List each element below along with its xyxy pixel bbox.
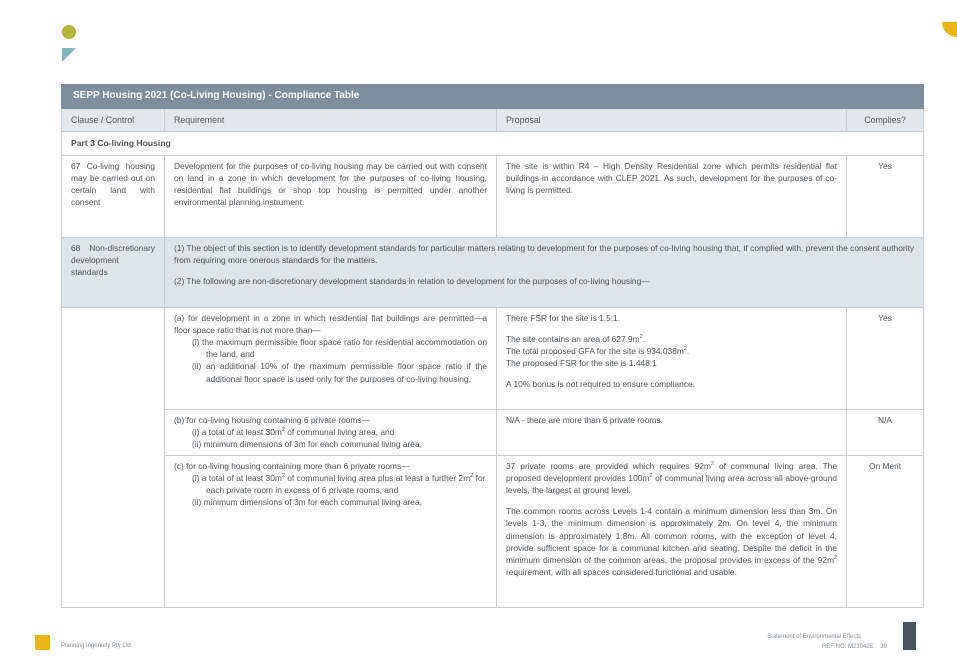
complies-cell: On Merit xyxy=(847,455,924,607)
decorative-circle xyxy=(62,25,76,39)
requirement-sub-ii: (ii) minimum dimensions of 3m for each communal living area, xyxy=(192,439,422,450)
header-proposal: Proposal xyxy=(497,108,847,132)
page-number: 39 xyxy=(880,644,887,650)
part-heading-row xyxy=(62,132,924,155)
complies-cell: Yes xyxy=(847,307,924,409)
proposal-line: There FSR for the site is 1.5:1. xyxy=(506,312,621,323)
footer-ref xyxy=(822,644,887,650)
proposal-paragraph: The common rooms across Levels 1-4 contain a minimum dimension less than 3m. On levels 1-3, the minimum dimension is approximately 2m. On level 4, the minimum dimension is approximately 1.8m. All common rooms, with the exception of level 4, provide sufficient space for a communal kitchen and seating. Despite the deficit in the minimum dimension of the common areas, the proposal provides in excess of the $92m^2$ requirement, with all spaces considered functional and usable. xyxy=(506,506,837,578)
table-row xyxy=(62,409,924,455)
table-row xyxy=(62,455,924,607)
standards-intro-text-1: (1) The object of this section is to identify development standards for particular matters relating to development for the purposes of co-living housing that, if complied with, prevent the consent authority from requiring more onerous standards for the matters. xyxy=(174,242,915,265)
proposal-line: The proposed FSR for the site is 1.448:1 xyxy=(506,358,657,369)
table-row xyxy=(62,155,924,237)
clause-cell: 67 Co-living housing may be carried out on certain land with consent xyxy=(62,155,165,237)
clause-cell: 68 Non-discretionary development standards xyxy=(62,237,165,307)
requirement-sub-ii: (ii) an additional 10% of the maximum permissible floor space ratio if the additional floor space is used only for the purposes of co-living housing, xyxy=(192,361,487,384)
requirement-cell xyxy=(165,409,497,455)
table-row xyxy=(62,307,924,409)
header-requirement: Requirement xyxy=(165,108,497,132)
complies-cell: Yes xyxy=(847,155,924,237)
standards-intro-cell xyxy=(165,237,924,307)
table-header-row xyxy=(62,108,924,132)
proposal-line: The site contains an area of $627.9m^2$. xyxy=(506,333,646,344)
footer-ref-number: REF NO: M23042E xyxy=(821,644,874,650)
proposal-paragraph: 37 private rooms are provided which requires $92m^2$ of communal living area. The proposed development provides $100m^2$ of communal living area across all above-ground levels, the largest at ground level. xyxy=(506,460,838,496)
decorative-triangle xyxy=(62,48,76,62)
proposal-cell: The site is within R4 – High Density Residential zone which permits residential flat buildings in accordance with CLEP 2021. As such, development for the purposes of co-living is permitted. xyxy=(497,155,847,237)
decorative-corner-shape xyxy=(942,22,957,37)
clause-cell-empty xyxy=(62,307,165,607)
proposal-line: The total proposed GFA for the site is $934.038m^2$. xyxy=(506,346,690,357)
compliance-table xyxy=(61,84,924,608)
standards-intro-text-2: (2) The following are non-discretionary development standards in relation to development for the purposes of co-living housing— xyxy=(174,276,650,287)
requirement-sub-i: (i) a total of at least $30m^2$ of communal living area, and xyxy=(192,426,395,437)
requirement-lead: (b) for co-living housing containing 6 private rooms— xyxy=(174,414,370,425)
requirement-cell xyxy=(165,455,497,607)
complies-cell: N/A xyxy=(847,409,924,455)
table-row xyxy=(62,237,924,307)
proposal-cell xyxy=(497,455,847,607)
requirement-sub-i: (i) the maximum permissible floor space ratio for residential accommodation on the land, and xyxy=(192,337,487,360)
requirement-sub-ii: (ii) minimum dimensions of 3m for each communal living area, xyxy=(192,497,422,508)
footer-doc-title: Statement of Environmental Effects xyxy=(767,634,861,640)
table-title: SEPP Housing 2021 (Co-Living Housing) - Compliance Table xyxy=(62,85,924,109)
table-title-row xyxy=(62,85,924,109)
requirement-sub-i: (i) a total of at least $30m^2$ of communal living area plus at least a further $2m^2$ for each private room in excess of 6 private rooms, and xyxy=(192,472,486,496)
footer-logo-square xyxy=(35,635,50,650)
requirement-lead: (c) for co-living housing containing more than 6 private rooms— xyxy=(174,460,410,471)
requirement-lead: (a) for development in a zone in which residential flat buildings are permitted—a floor space ratio that is not more than— xyxy=(174,312,487,335)
requirement-cell: Development for the purposes of co-living housing may be carried out with consent on land in a zone in which development for the purposes of co-living housing, residential flat buildings or shop top housing is permitted under another environmental planning instrument. xyxy=(165,155,497,237)
proposal-line: A 10% bonus is not required to ensure compliance. xyxy=(506,379,696,390)
proposal-cell xyxy=(497,307,847,409)
footer-company: Planning Ingenuity Pty Ltd xyxy=(61,643,131,649)
header-clause: Clause / Control xyxy=(62,108,165,132)
requirement-cell xyxy=(165,307,497,409)
proposal-cell: N/A - there are more than 6 private rooms. xyxy=(497,409,847,455)
footer-accent-bar xyxy=(903,622,916,650)
part-heading: Part 3 Co-living Housing xyxy=(62,132,924,155)
header-complies: Complies? xyxy=(847,108,924,132)
